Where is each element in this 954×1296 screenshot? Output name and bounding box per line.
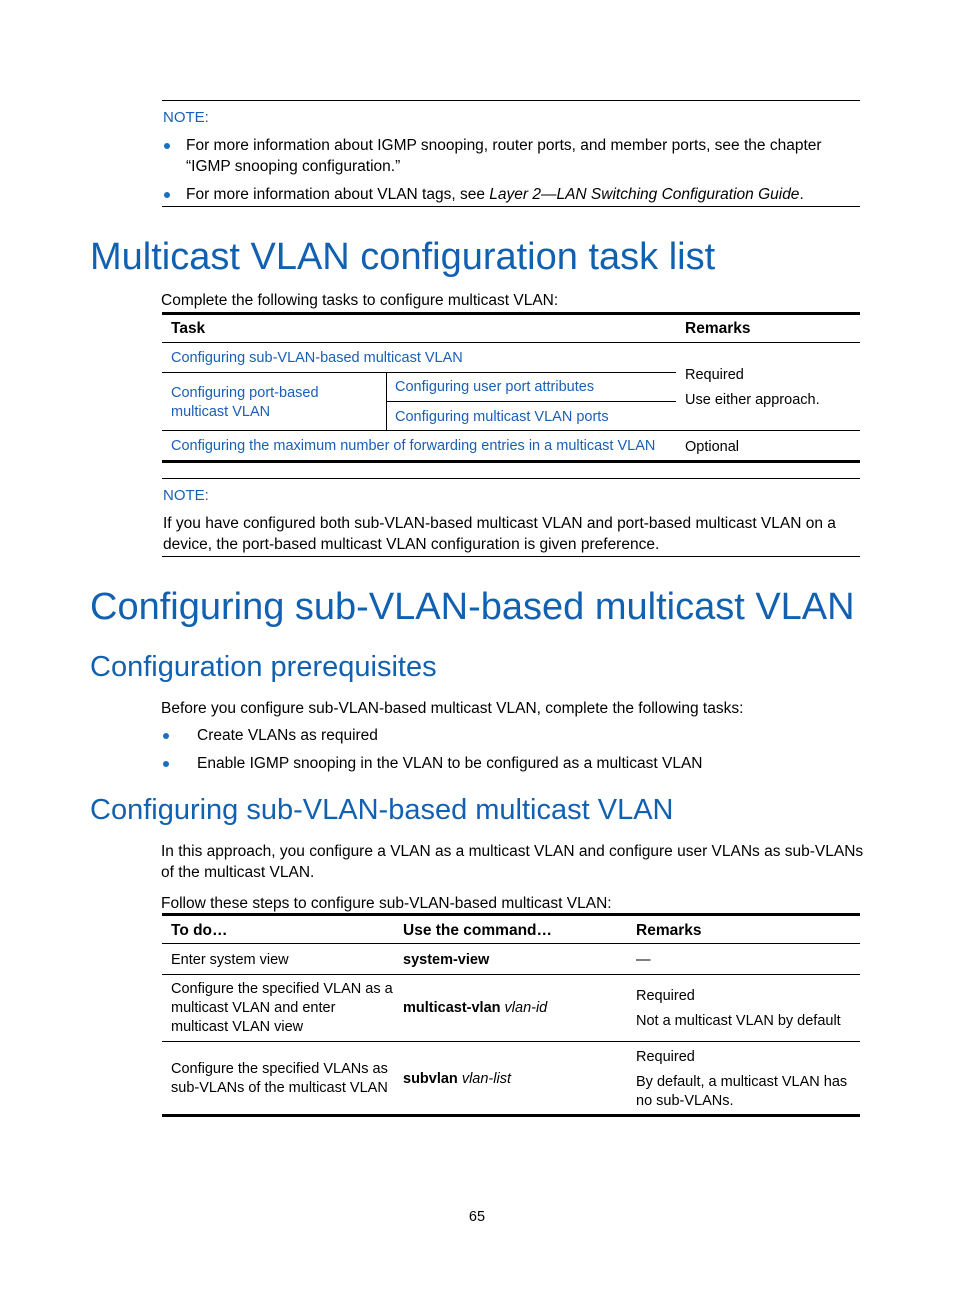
note-bullet-text: For more information about IGMP snooping, router ports, and member ports, see the chapter “IGMP snooping configuration.” (186, 137, 822, 175)
note-bullet-text (186, 184, 860, 205)
remarks-required: Required (685, 367, 744, 383)
command-cell (403, 1070, 511, 1089)
task-link-user-port[interactable]: Configuring user port attributes (395, 379, 595, 395)
subsection-title-configuring: Configuring sub-VLAN-based multicast VLAN (90, 794, 674, 826)
command-keyword: multicast-vlan (403, 1000, 501, 1016)
row-rule (386, 401, 676, 402)
remarks-either: Use either approach. (685, 392, 820, 408)
command-argument: vlan-list (461, 1071, 511, 1087)
task-link-multicast-ports[interactable]: Configuring multicast VLAN ports (395, 409, 609, 425)
note-bullet-prefix: For more information about VLAN tags, see (186, 186, 490, 203)
table-bottom-rule (162, 1114, 860, 1117)
row-rule (162, 430, 860, 431)
todo-cell: Enter system view (171, 952, 289, 968)
bullet-icon (163, 733, 169, 739)
note-text: If you have configured both sub-VLAN-based multicast VLAN and port-based multicast VLAN on a device, the port-based multicast VLAN configuration is given preference. (163, 515, 836, 553)
note-label: NOTE: (163, 487, 209, 504)
table-bottom-rule (162, 460, 860, 463)
header-rule (162, 943, 860, 944)
config-intro: In this approach, you configure a VLAN as a multicast VLAN and configure user VLANs as sub-VLANs of the multicast VLAN. (161, 843, 864, 881)
command-cell: system-view (403, 952, 490, 968)
steps-intro: Follow these steps to configure sub-VLAN-based multicast VLAN: (161, 895, 612, 912)
bullet-icon (164, 192, 170, 198)
remarks-cell: — (636, 952, 651, 968)
command-cell (403, 999, 547, 1018)
command-argument: vlan-id (504, 1000, 548, 1016)
column-header-remarks: Remarks (685, 320, 751, 337)
remarks-cell: Not a multicast VLAN by default (636, 1013, 841, 1029)
column-header-command: Use the command… (403, 922, 553, 939)
bullet-icon (163, 761, 169, 767)
prereq-intro: Before you configure sub-VLAN-based multicast VLAN, complete the following tasks: (161, 700, 744, 717)
column-header-task: Task (171, 320, 206, 337)
task-link-sub-vlan[interactable]: Configuring sub-VLAN-based multicast VLAN (171, 350, 463, 366)
row-rule (162, 1041, 860, 1042)
remarks-optional: Optional (685, 439, 740, 455)
section-intro: Complete the following tasks to configure multicast VLAN: (161, 292, 559, 309)
command-keyword: subvlan (403, 1071, 458, 1087)
row-rule (162, 974, 860, 975)
column-header-remarks: Remarks (636, 922, 702, 939)
section-title: Multicast VLAN configuration task list (90, 236, 716, 278)
note-bullet-suffix: . (799, 186, 804, 203)
list-item: Create VLANs as required (197, 727, 378, 744)
note-label: NOTE: (163, 109, 209, 126)
list-item: Enable IGMP snooping in the VLAN to be configured as a multicast VLAN (197, 755, 703, 772)
remarks-cell: By default, a multicast VLAN has no sub-VLANs. (636, 1074, 848, 1109)
task-link-port-based[interactable]: Configuring port-based multicast VLAN (171, 385, 319, 420)
table-top-rule (162, 312, 860, 315)
section-title: Configuring sub-VLAN-based multicast VLAN (90, 586, 855, 628)
todo-cell: Configure the specified VLAN as a multicast VLAN and enter multicast VLAN view (171, 981, 393, 1035)
table-top-rule (162, 913, 860, 916)
guide-reference: Layer 2—LAN Switching Configuration Guide (489, 186, 800, 203)
task-link-max-entries[interactable]: Configuring the maximum number of forwarding entries in a multicast VLAN (171, 438, 656, 454)
remarks-cell: Required (636, 1049, 695, 1065)
header-rule (162, 342, 860, 343)
bullet-icon (164, 143, 170, 149)
page-number: 65 (468, 1209, 486, 1225)
remarks-cell: Required (636, 988, 695, 1004)
subsection-title-prerequisites: Configuration prerequisites (90, 651, 437, 683)
row-rule (162, 372, 676, 373)
note-box-2 (162, 478, 860, 557)
column-header-todo: To do… (171, 922, 228, 939)
todo-cell: Configure the specified VLANs as sub-VLANs of the multicast VLAN (171, 1061, 388, 1096)
note-box-1 (162, 100, 860, 207)
